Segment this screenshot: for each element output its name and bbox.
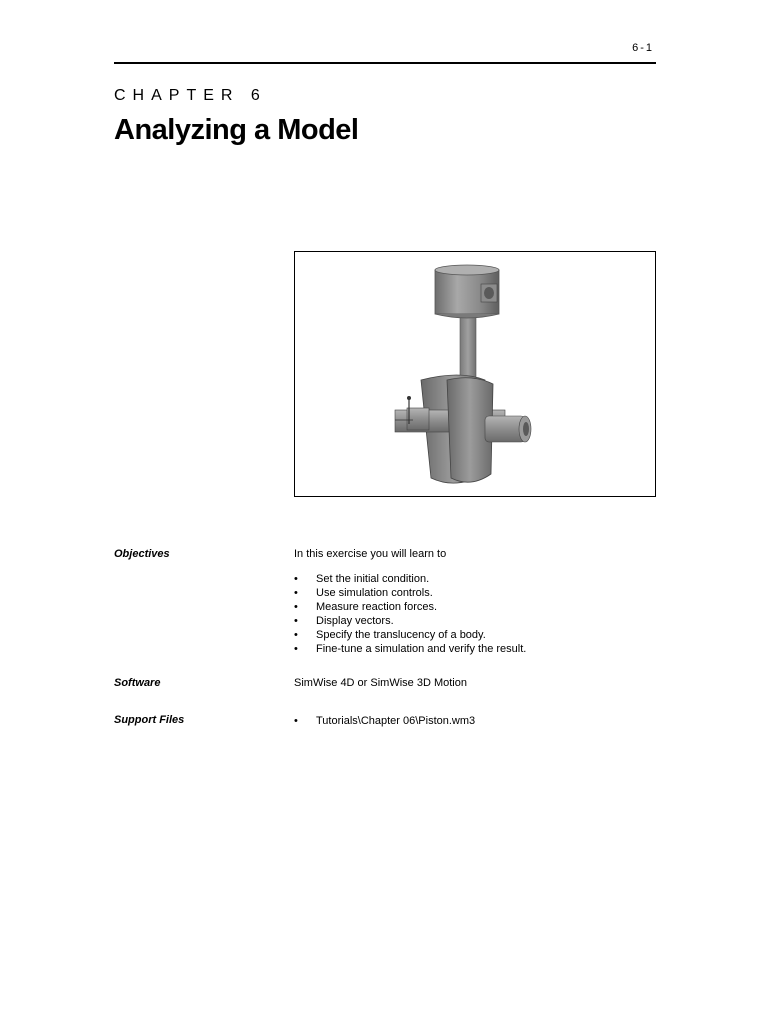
- chapter-label: CHAPTER 6: [114, 87, 267, 104]
- list-item: • Fine-tune a simulation and verify the result.: [294, 643, 527, 655]
- list-item: • Set the initial condition.: [294, 573, 430, 585]
- software-value: SimWise 4D or SimWise 3D Motion: [294, 677, 467, 689]
- support-files-body: [294, 714, 654, 728]
- bullet-icon: •: [294, 601, 298, 613]
- support-files-list: [294, 714, 654, 728]
- support-files-label: Support Files: [114, 714, 185, 726]
- bullet-icon: •: [294, 587, 298, 599]
- list-item: • Measure reaction forces.: [294, 601, 438, 613]
- objectives-list: [294, 572, 654, 656]
- objectives-body: [294, 548, 654, 656]
- chapter-title: Analyzing a Model: [114, 114, 359, 146]
- bullet-icon: •: [294, 615, 298, 627]
- piston-figure: [294, 251, 656, 497]
- bullet-icon: •: [294, 715, 298, 727]
- list-item: • Specify the translucency of a body.: [294, 629, 486, 641]
- list-item: • Display vectors.: [294, 615, 394, 627]
- objectives-label: Objectives: [114, 548, 170, 560]
- page-number: 6-1: [632, 42, 654, 54]
- piston-crankshaft-illustration: [295, 252, 655, 496]
- objectives-intro: In this exercise you will learn to: [294, 548, 447, 560]
- bullet-icon: •: [294, 629, 298, 641]
- list-item: • Use simulation controls.: [294, 587, 433, 599]
- software-label: Software: [114, 677, 161, 689]
- bullet-icon: •: [294, 573, 298, 585]
- list-item: • Tutorials\Chapter 06\Piston.wm3: [294, 715, 476, 727]
- header-rule: [114, 62, 656, 64]
- bullet-icon: •: [294, 643, 298, 655]
